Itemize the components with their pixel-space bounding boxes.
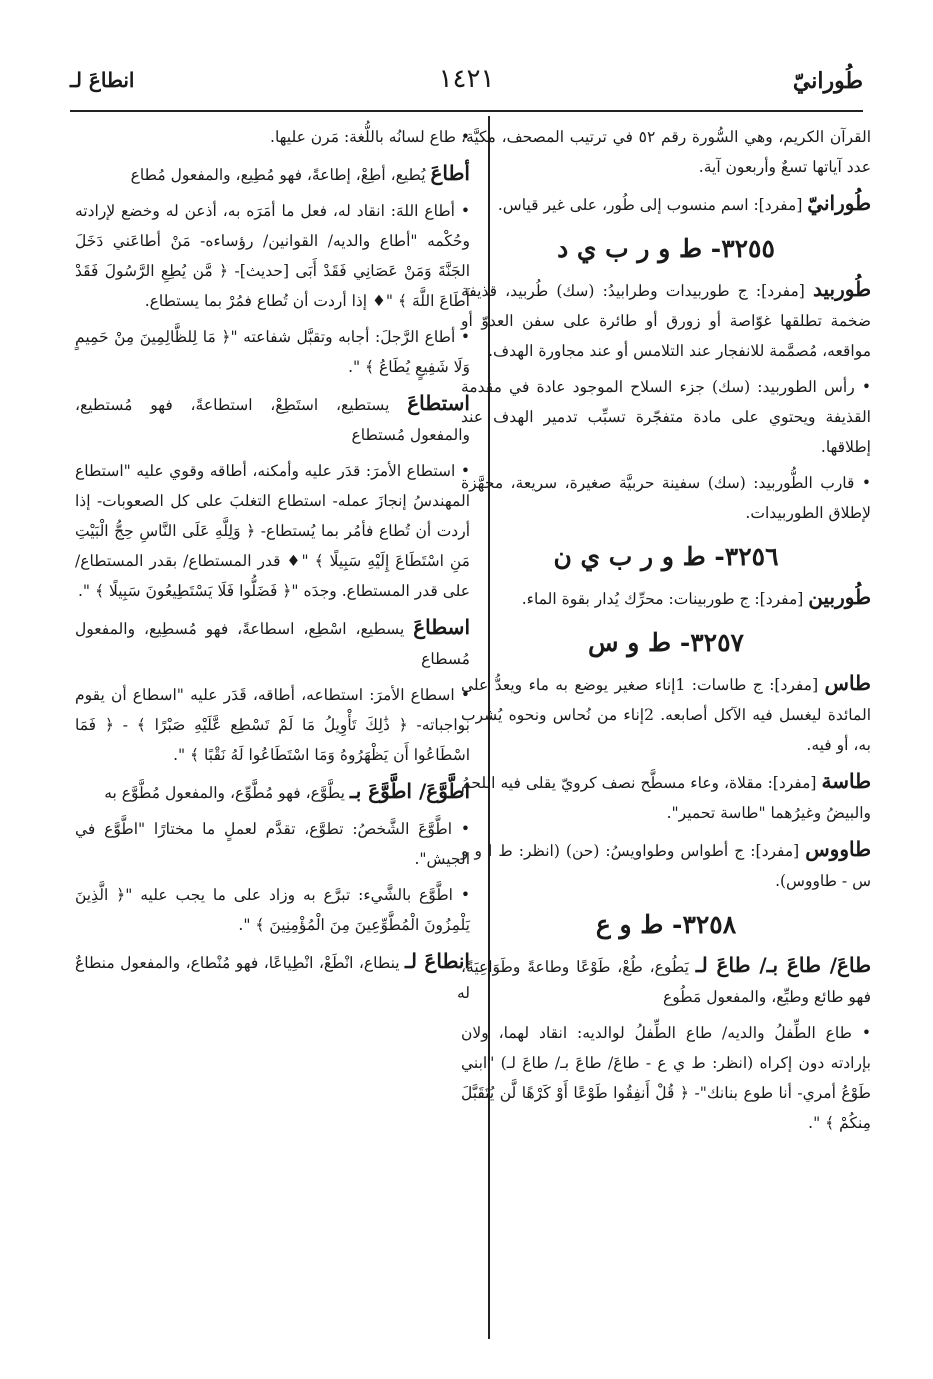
dictionary-entry [75, 776, 470, 808]
entry-headword: انطاعَ لـ [405, 949, 470, 973]
entry-definition: يسطيع، اسْطِع، اسطاعةً، فهو مُسطِيع، والمفعول مُسطاع [75, 620, 470, 668]
root-heading: ٣٢٥٨- ط و ع [595, 910, 737, 939]
entry-headword: أطاعَ [430, 161, 470, 185]
header-rule [70, 110, 863, 112]
entry-definition: يُطيع، أطِعْ، إطاعةً، فهو مُطِيع، والمفعول مُطاع [130, 166, 431, 184]
entry-headword: استطاعَ [407, 391, 470, 415]
entry-definition: يَطُوع، طُعْ، طَوْعًا وطاعةً وطَوَاعِيَةً، فهو طائع وطيِّع، والمفعول مَطُوع [461, 958, 871, 1006]
entry-headword: طاعَ/ طاعَ بـ/ طاعَ لـ [695, 953, 871, 977]
dictionary-entry [461, 582, 871, 614]
sense-item: • طاع لسانُه باللُّغة: مَرن عليها. [75, 122, 470, 152]
sense-item: • استطاع الأمرَ: قدَر عليه وأمكنه، أطاقه وقوي عليه "استطاع المهندسُ إنجازَ عمله- استطاع التغلبَ على كل الصعوبات- إذا أردت أن تُطاع فأمُر بما يُستطاع- ﴿ وَلِلَّهِ عَلَى النَّاسِ حِجُّ الْبَيْتِ مَنِ اسْتَطَاعَ إِلَيْهِ سَبِيلًا ﴾ "♦ قدر المستطاع/ بقدر المستطاع/ على قدر المستطاع. وجدَه "﴿ فَضَلُّوا فَلَا يَسْتَطِيعُونَ سَبِيلًا ﴾ ". [75, 456, 470, 606]
entry-headword: اسطاعَ [413, 615, 470, 639]
continuation-text: القرآن الكريم، وهي السُّورة رقم ٥٢ في ترتيب المصحف، مكيَّة، عدد آياتها تسعٌ وأربعون آية. [461, 128, 872, 176]
dictionary-entry [75, 158, 470, 190]
running-head-right: طُورانيّ [792, 68, 863, 94]
entry-headword: طاسة [821, 769, 871, 793]
dictionary-entry [75, 612, 470, 674]
entry-headword: اطَّوَّعَ/ اطَّوَّعَ بـ [349, 779, 470, 803]
entry-definition: [مفرد]: ج طوربينات: محرِّك يُدار بقوة الماء. [521, 590, 809, 608]
entry-headword: طُورانيّ [807, 191, 871, 215]
entry-definition: ينطاع، انْطَعْ، انْطِياعًا، فهو مُنْطاع، والمفعول منطاعٌ له [75, 954, 470, 1002]
entry-headword: طاووس [805, 837, 871, 861]
sense-item: • طاع الطِّفلُ والديه/ طاع الطِّفلُ لوالديه: انقاد لهما، ولان بإرادته دون إكراه (انظر: ط ي ع - طاعَ/ طاعَ بـ/ طاعَ لـ) "ابني طَوْعُ أمري- أنا طوع بنانك"- ﴿ قُلْ أَنفِقُوا طَوْعًا أَوْ كَرْهًا لَّن يُتَقَبَّلَ مِنكُمْ ﴾ ". [461, 1018, 871, 1138]
entry-definition: [مفرد]: ج طاسات: 1إناء صغير يوضع به ماء ويعدُّ على المائدة ليغسل فيه الآكل أصابعه. 2إناء من نُحاس ونحوه يُشرب به، أو فيه. [461, 676, 872, 754]
root-heading: ٣٢٥٧- ط و س [588, 628, 744, 657]
sense-item: • أطاع الرَّجلَ: أجابه وتقبَّل شفاعته "﴿ مَا لِلظَّالِمِينَ مِنْ حَمِيمٍ وَلَا شَفِيعٍ يُطَاعُ ﴾ ". [75, 322, 470, 382]
entry-headword: طُوربيد [812, 277, 871, 301]
entry-definition: يستطيع، استَطِعْ، استطاعةً، فهو مُستطيع، والمفعول مُستطاع [75, 396, 470, 444]
entry-headword: طاس [824, 671, 871, 695]
dictionary-entry [461, 668, 871, 760]
sense-item: • أطاع اللهَ: انقاد له، فعل ما أمَرَه به، أذعن له وخضع لإرادته وحُكْمه "أطاع والديه/ القوانين/ رؤساءه- مَنْ أطاعَني دَخَلَ الجَنَّةَ وَمَنْ عَصَانِي فَقَدْ أَبَى [حديث]- ﴿ مَّن يُطِعِ الرَّسُولَ فَقَدْ أَطَاعَ اللَّهَ ﴾ "♦ إذا أردت أن تُطاع فمُرْ بما يستطاع. [75, 196, 470, 316]
sense-item: • اطَّوَّعَ الشَّخصُ: تطوَّع، تقدَّم لعملٍ ما مختارًا "اطَّوَّع في الجيش". [75, 814, 470, 874]
running-head-left: انطاعَ لـ [70, 68, 135, 92]
dictionary-entry [461, 834, 871, 896]
entry-definition: [مفرد]: ج أطواس وطواويسُ: (حن) (انظر: ط ا و و س - طاووس). [461, 842, 871, 890]
entry-definition: يطَّوَّع، فهو مُطَّوِّع، والمفعول مُطَّوَّع به [104, 784, 350, 802]
entry-definition: [مفرد]: ج طوربيدات وطرابيدُ: (سك) طُربيد، قذيفة ضخمة تطلقها غوّاصة أو زورق أو طائرة على سفن العدوّ أو مواقعه، مُصمَّمة للانفجار عند التلامس أو عند مجاورة الهدف. [461, 282, 871, 360]
dictionary-entry [461, 274, 871, 366]
page-number: ١٤٢١ [438, 64, 495, 94]
left-column [75, 122, 470, 1014]
sense-item: • اطَّوَّع بالشَّيء: تبرَّع به وزاد على ما يجب عليه "﴿ الَّذِينَ يَلْمِزُونَ الْمُطَّوِّعِينَ مِنَ الْمُؤْمِنِينَ ﴾ ". [75, 880, 470, 940]
dictionary-entry [461, 950, 871, 1012]
sense-item: • قارب الطُّوربيد: (سك) سفينة حربيَّة صغيرة، سريعة، مجهَّزة لإطلاق الطوربيدات. [461, 468, 871, 528]
entry-definition: [مفرد]: مقلاة، وعاء مسطَّح نصف كرويّ يقلى فيه اللحمُ والبيضُ وغيرُهما "طاسة تحمير". [461, 774, 871, 822]
dictionary-entry [75, 388, 470, 450]
page-header [70, 60, 863, 100]
right-column [461, 122, 871, 1144]
dictionary-entry [461, 188, 871, 220]
dictionary-entry [75, 946, 470, 1008]
entry-definition: [مفرد]: اسم منسوب إلى طُور، على غير قياس. [497, 196, 808, 214]
root-heading: ٣٢٥٥- ط و ر ب ي د [557, 234, 775, 263]
entry-headword: طُوربين [808, 585, 871, 609]
sense-item: • رأس الطوربيد: (سك) جزء السلاح الموجود عادة في مقدمة القذيفة ويحتوي على مادة متفجّرة تسبِّب تدمير الهدف عند إطلاقها. [461, 372, 871, 462]
sense-item: • اسطاع الأمرَ: استطاعه، أطاقه، قَدَر عليه "اسطاع أن يقوم بواجباته- ﴿ ذَٰلِكَ تَأْوِيلُ مَا لَمْ تَسْطِع عَّلَيْهِ صَبْرًا ﴾ - ﴿ فَمَا اسْطَاعُوا أَن يَظْهَرُوهُ وَمَا اسْتَطَاعُوا لَهُ نَقْبًا ﴾ ". [75, 680, 470, 770]
root-heading: ٣٢٥٦- ط و ر ب ي ن [553, 542, 779, 571]
dictionary-entry [461, 766, 871, 828]
